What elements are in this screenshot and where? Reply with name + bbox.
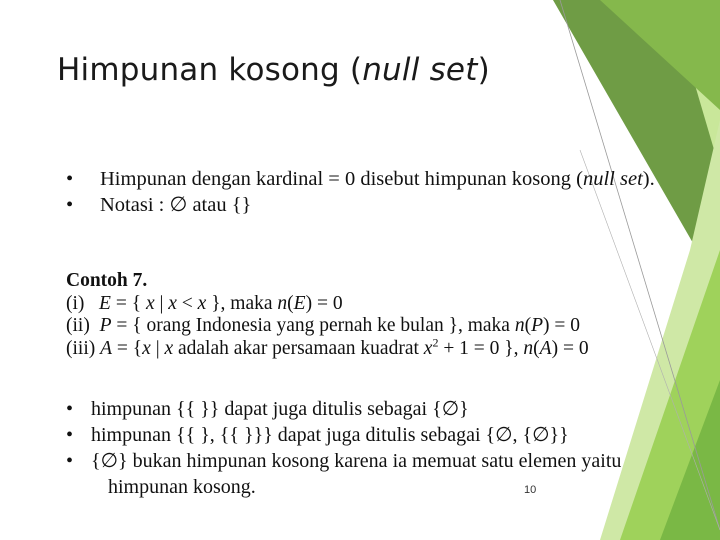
title-italic: null set [362,52,478,88]
text-part: adalah akar persamaan kuadrat [173,337,424,359]
text-part: = { orang Indonesia yang pernah ke bulan }, maka [111,315,515,336]
text-part: }, maka [206,292,278,314]
definition-item-1 [66,166,656,192]
bullet-icon: • [66,194,74,216]
example-block [66,270,666,360]
notes-list [66,396,676,500]
example-heading: Contoh 7. [66,270,148,291]
definition-item-1-end: ). [642,168,655,190]
note-item-1-text: himpunan {{ }} dapat juga ditulis sebagai {∅} [91,398,469,420]
example-row-1-label: (i) [66,292,85,314]
note-item-3 [66,448,676,474]
var-E: E [293,292,306,314]
var-x: x [164,337,174,359]
var-P: P [531,315,544,336]
bullet-icon: • [66,424,74,446]
text-part: ( [287,292,294,314]
var-P: P [99,315,112,336]
title-main: Himpunan kosong ( [57,52,363,88]
example-row-2 [66,315,666,338]
text-part: | [150,337,165,359]
example-row-3-label: (iii) [66,337,96,359]
text-part: ( [524,315,532,336]
var-x: x [168,292,177,314]
bullet-icon: • [66,450,74,472]
bullet-icon: • [66,168,74,190]
text-part: = { [112,337,143,359]
var-x: x [197,292,207,314]
definition-item-1-italic: null set [582,168,643,190]
var-A: A [539,337,552,359]
note-item-3-continuation: himpunan kosong. [108,476,256,498]
example-row-2-label: (ii) [66,315,90,336]
example-row-3 [66,335,666,361]
var-A: A [100,337,113,359]
text-part: ) = 0 [305,292,343,314]
definition-item-2 [66,192,656,218]
var-x: x [423,337,433,359]
var-x: x [142,337,151,359]
title-end: ) [477,52,490,88]
slide-title [57,52,490,88]
bullet-icon: • [66,398,74,420]
definition-list [66,166,656,218]
note-item-2-text: himpunan {{ }, {{ }}} dapat juga ditulis sebagai {∅, {∅}} [91,424,569,446]
var-x: x [145,292,155,314]
definition-item-1-text: Himpunan dengan kardinal = 0 disebut himpunan kosong ( [100,168,583,190]
var-E: E [99,292,111,314]
text-part: < [176,292,198,314]
note-item-3-text: {∅} bukan himpunan kosong karena ia memuat satu elemen yaitu [91,450,622,472]
text-part: = { [110,292,146,314]
text-part: ) = 0 [543,315,581,336]
text-part: | [154,292,169,314]
page-number: 10 [524,484,537,496]
text-part: ) = 0 [551,337,589,359]
definition-item-2-text: Notasi : ∅ atau {} [100,194,252,216]
text-part: ( [533,337,540,359]
note-item-2 [66,422,676,448]
note-item-1 [66,396,676,422]
var-n: n [277,292,288,314]
var-n: n [514,315,525,336]
example-row-1 [66,293,666,316]
exponent: 2 [432,335,439,349]
text-part: + 1 = 0 }, [438,337,524,359]
var-n: n [523,337,534,359]
